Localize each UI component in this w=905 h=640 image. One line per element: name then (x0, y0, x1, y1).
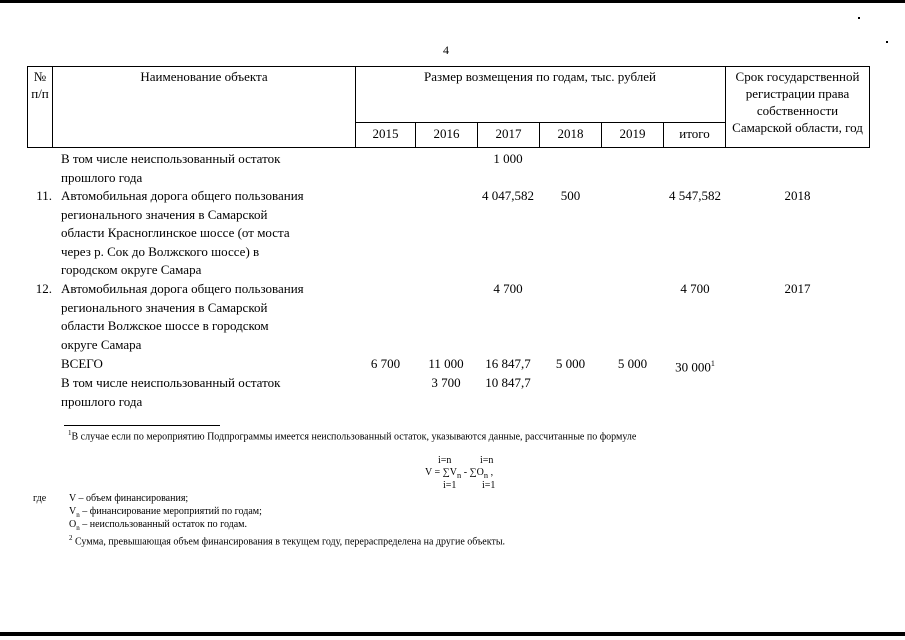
def-sub: n (76, 524, 80, 532)
def-text: – неиспользованный остаток по годам. (79, 519, 248, 530)
row-value-2019: 5 000 (617, 356, 648, 371)
row-value-2017: 10 847,7 (485, 375, 531, 390)
row-value-2017: 1 000 (493, 151, 523, 166)
total-value: 30 000 (675, 359, 711, 375)
row-name-line: округе Самара (61, 336, 142, 352)
row-term: 2017 (784, 281, 811, 296)
row-name-line: области Красноглинское шоссе (от моста (61, 225, 290, 241)
formula-upper-limit: i=n (480, 455, 494, 466)
table-border-top (27, 66, 870, 67)
table-header-bottom (27, 147, 870, 148)
row-number: 12. (35, 281, 52, 296)
def-text: – финансирование мероприятий по годам; (79, 506, 262, 517)
formula-lower-limit: i=1 (443, 480, 457, 491)
scan-speck (886, 41, 888, 43)
header-amount: Размер возмещения по годам, тыс. рублей (424, 69, 656, 84)
row-value-total: 4 700 (680, 281, 710, 296)
header-year: 2015 (372, 126, 399, 141)
formula-lower-limit: i=1 (482, 480, 496, 491)
formula-sub: n (457, 471, 462, 480)
row-name-line: В том числе неиспользованный остаток (61, 375, 281, 390)
scan-edge-bottom (0, 632, 905, 636)
footnote-mark: 2 (69, 534, 73, 542)
def-symbol: V (69, 493, 77, 504)
header-num: № п/п (31, 69, 49, 101)
header-year: 2018 (557, 126, 584, 141)
row-number: 11. (36, 188, 52, 203)
definition (69, 493, 188, 505)
footnote-separator (64, 425, 220, 426)
header-year: 2017 (495, 126, 522, 141)
def-symbol: V (69, 506, 77, 517)
header-name: Наименование объекта (140, 69, 268, 84)
row-name-line: прошлого года (61, 393, 143, 409)
def-symbol: O (69, 519, 77, 530)
footnote-2 (69, 532, 505, 548)
header-year: 2019 (619, 126, 646, 141)
row-name-line: Автомобильная дорога общего пользования (61, 281, 304, 296)
formula-sum-v: V = ∑V (425, 467, 458, 478)
table-col-line (869, 66, 870, 147)
row-value-2018: 5 000 (555, 356, 586, 371)
row-value-2016: 11 000 (428, 356, 464, 371)
row-name-line: области Волжское шоссе в городском (61, 318, 269, 334)
header-year: 2016 (433, 126, 460, 141)
row-value-total (655, 355, 735, 377)
formula-comma: , (488, 467, 494, 478)
formula-main (425, 467, 493, 481)
header-total: итого (679, 126, 710, 141)
header-term: Срок государственной регистрации права собственности Самарской области, год (732, 69, 863, 135)
footnote-text: В случае если по мероприятию Подпрограммы имеется неиспользованный остаток, указываются данные, рассчитанные по формуле (71, 431, 637, 443)
row-name-line: регионального значения в Самарской (61, 299, 268, 315)
row-name-line: через р. Сок до Волжского шоссе) в (61, 243, 260, 259)
formula-sum-o: - ∑O (461, 467, 484, 478)
row-name-line: В том числе неиспользованный остаток (61, 151, 281, 166)
page-number: 4 (443, 43, 449, 57)
formula-sub: n (483, 471, 489, 480)
table-years-divider (355, 122, 725, 123)
row-name-line: регионального значения в Самарской (61, 206, 268, 222)
footnote-1 (68, 427, 636, 443)
footnote-ref: 1 (710, 359, 715, 368)
row-value-2017: 4 047,582 (482, 188, 534, 203)
row-name-line: ВСЕГО (61, 356, 103, 371)
row-value-2018: 500 (560, 188, 581, 203)
scan-edge-top (0, 0, 905, 3)
row-value-2017: 4 700 (493, 281, 523, 296)
def-text: – объем финансирования; (76, 493, 189, 504)
row-value-2015: 6 700 (370, 356, 401, 371)
footnote-mark: 1 (68, 429, 72, 437)
def-sub: n (76, 511, 80, 519)
footnote-text: Сумма, превышающая объем финансирования в текущем году, перераспределена на другие объекты. (72, 536, 506, 548)
row-term: 2018 (784, 188, 811, 203)
row-name-line: Автомобильная дорога общего пользования (61, 188, 304, 203)
scan-speck (858, 17, 860, 19)
where-label: где (33, 493, 47, 504)
row-value-2017: 16 847,7 (485, 356, 531, 371)
row-value-total: 4 547,582 (669, 188, 721, 203)
formula-upper-limit: i=n (438, 455, 452, 466)
row-value-2016: 3 700 (431, 375, 461, 390)
row-name-line: городском округе Самара (61, 262, 202, 278)
row-name-line: прошлого года (61, 169, 143, 185)
